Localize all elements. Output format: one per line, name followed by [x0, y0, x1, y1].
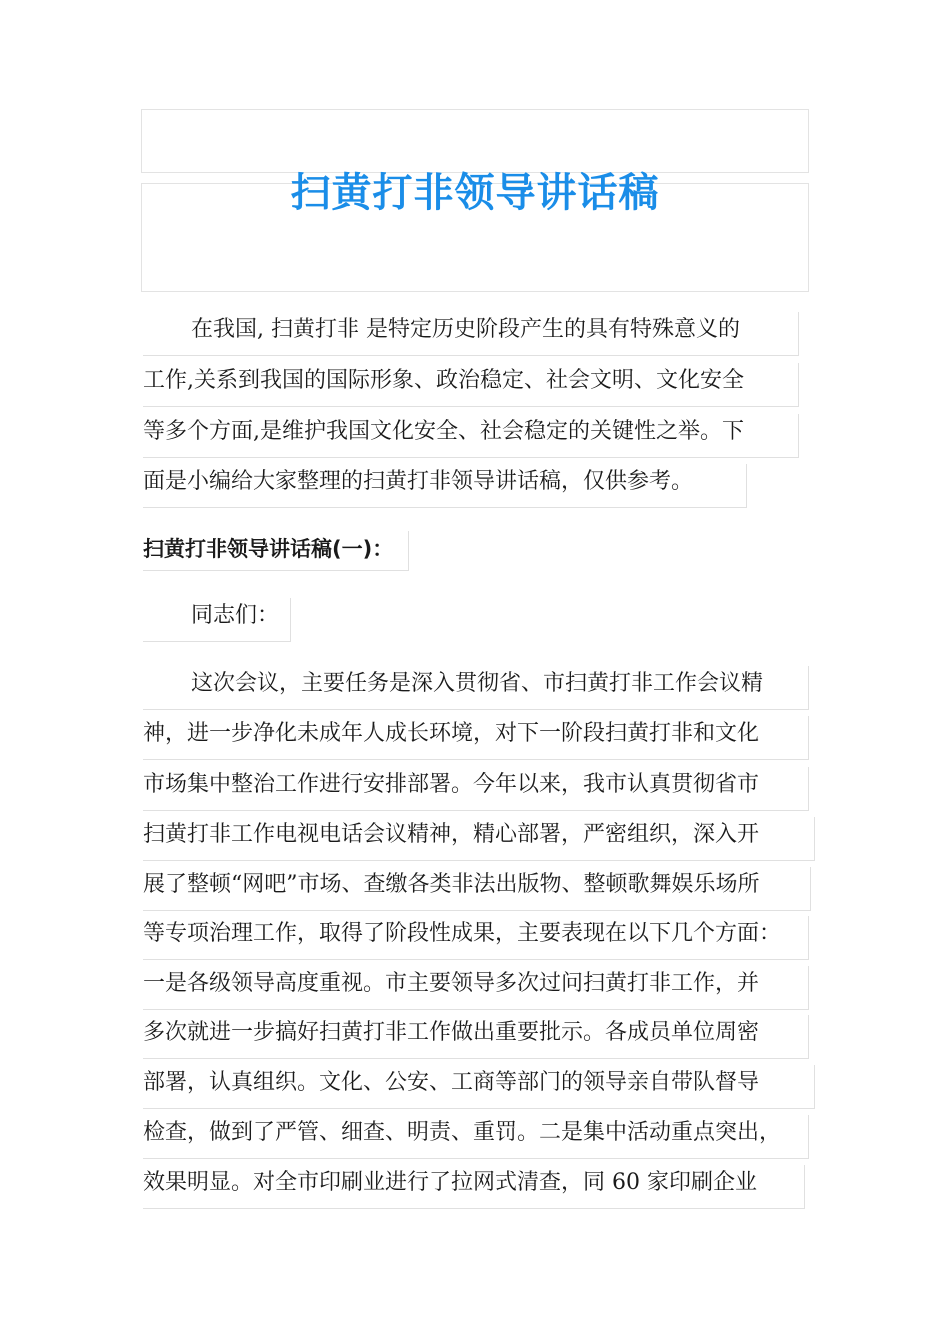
intro-line: 工作,关系到我国的国际形象、政治稳定、社会文明、文化安全 [143, 367, 795, 395]
body-line: 检查，做到了严管、细查、明责、重罚。二是集中活动重点突出， [143, 1119, 805, 1147]
body-line: 这次会议，主要任务是深入贯彻省、市扫黄打非工作会议精 [143, 670, 805, 698]
body-line: 等专项治理工作，取得了阶段性成果，主要表现在以下几个方面： [143, 920, 805, 948]
body-line: 效果明显。对全市印刷业进行了拉网式清查，同 60 家印刷企业 [143, 1169, 801, 1197]
body-line: 一是各级领导高度重视。市主要领导多次过问扫黄打非工作，并 [143, 970, 805, 998]
intro-line: 等多个方面,是维护我国文化安全、社会稳定的关键性之举。下 [143, 418, 795, 446]
body-line: 展了整顿“网吧”市场、查缴各类非法出版物、整顿歌舞娱乐场所 [143, 871, 807, 899]
document-title: 扫黄打非领导讲话稿 [290, 170, 660, 216]
salutation: 同志们： [143, 602, 287, 630]
section-heading: 扫黄打非领导讲话稿(一)： [143, 535, 393, 563]
body-line: 多次就进一步搞好扫黄打非工作做出重要批示。各成员单位周密 [143, 1019, 805, 1047]
body-line: 扫黄打非工作电视电话会议精神，精心部署，严密组织，深入开 [143, 821, 811, 849]
body-line: 神，进一步净化未成年人成长环境，对下一阶段扫黄打非和文化 [143, 720, 805, 748]
title-frame-top [141, 109, 809, 173]
body-line: 市场集中整治工作进行安排部署。今年以来，我市认真贯彻省市 [143, 771, 805, 799]
intro-line: 在我国, 扫黄打非 是特定历史阶段产生的具有特殊意义的 [143, 316, 795, 344]
intro-line: 面是小编给大家整理的扫黄打非领导讲话稿，仅供参考。 [143, 468, 743, 496]
body-line: 部署，认真组织。文化、公安、工商等部门的领导亲自带队督导 [143, 1069, 811, 1097]
